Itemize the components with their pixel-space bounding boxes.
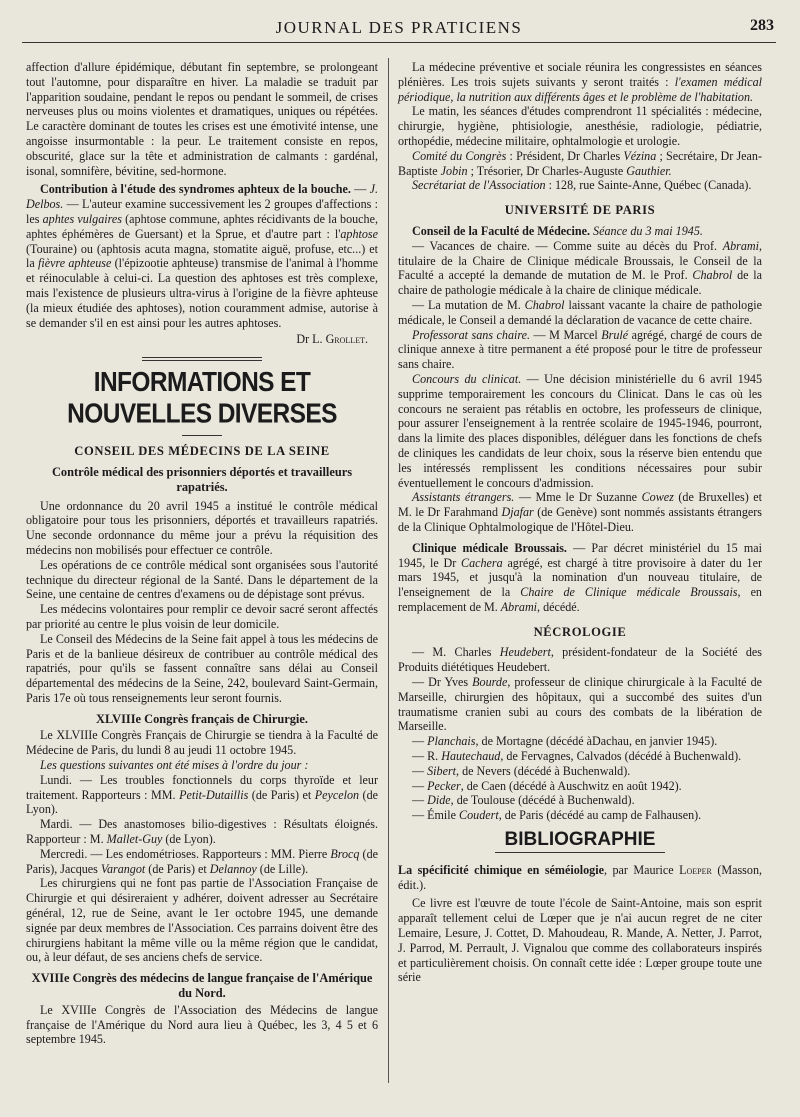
paragraph-continued: affection d'allure épidémique, débutant fin septembre, se prolongeant tout l'automne, pour disparaître en hiver. La maladie se traduit par l'apparition soudaine, pendant le repos ou pendant le sommeil, de crises nerveuses plus ou moins violentes et dramatiques, uniques ou répétées. Le caractère dominant de toutes les crises est une émotivité intense, une angoisse insurmontable : la peur. Le traitement consiste en repos, obscurité, glace sur la tête et administration de calmants : gardénal, isonal, somnifère, bévitine, sed-hormone. [26, 60, 378, 178]
controle-p1: Une ordonnance du 20 avril 1945 a institué le contrôle médical obligatoire pour tous les prisonniers, déportés et travailleurs rapatriés. Une seconde ordonnance du même jour a prévu la réquisition des médecins non mobilisés pour effectuer ce contrôle. [26, 498, 378, 557]
bibliographie-heading: BIBLIOGRAPHIE [504, 829, 656, 851]
left-column [26, 60, 378, 1047]
faculte-p1: — Vacances de chaire. — Comme suite au décès du Prof. Abrami, titulaire de la Chaire de Clinique médicale Broussais, le Conseil de la Faculté a accepté la demande de mutation de M. le Prof. Chabrol de la chaire de pathologie médicale à la chaire de clinique médicale. [398, 238, 762, 298]
chir-p-last: Les chirurgiens qui ne font pas partie de l'Association Française de Chirurgie et qui désireraient y adhérer, doivent adresser au Secrétaire général, 12, rue de Seine, avant le 1er octobre 1945, une demande signée par deux membres de l'Association. Ces parrains doivent être des chirurgiens habitant la même ville ou la même région que le candidat, ou, à leur défaut, de ses anciens chefs de service. [26, 876, 378, 965]
faculte-title: Conseil de la Faculté de Médecine. Séance du 3 mai 1945. [412, 223, 703, 238]
necro-item: — Émile Coudert, de Paris (décédé au camp de Falhausen). [412, 808, 702, 823]
article-title: Contribution à l'étude des syndromes aphteux de la bouche. [40, 182, 351, 197]
page-header [22, 14, 776, 43]
controle-p3: Les médecins volontaires pour remplir ce devoir sacré seront affectés par priorité au centre le plus voisin de leur domicile. [26, 602, 378, 631]
conseil-heading: CONSEIL DES MÉDECINS DE LA SEINE [74, 444, 330, 459]
concours-clinicat: Concours du clinicat. — Une décision ministérielle du 6 avril 1945 supprime temporairement les concours du Clinicat. Dans le cas où les concours ne seraient pas rétablis en octobre, les professeurs de clinique, pour assurer l'enseignement à la rentrée scolaire de 1945-1946, pourront, dans la limite des places disponibles, déléguer dans les fonctions de chefs de cliniques les candidats de leur choix, sous la réserve bien entendu que les intéressés remplissent les conditions nécessaires pour subir éventuellement le concours d'admission. [398, 371, 762, 490]
section-main-heading: INFORMATIONS ET NOUVELLES DIVERSES [67, 367, 337, 430]
article-author: J. Delbos. [26, 182, 379, 212]
right-column [398, 60, 762, 985]
necro-item: — Sibert, de Nevers (décédé à Buchenwald). [412, 763, 631, 778]
necro-item: — Dide, de Toulouse (décédé à Buchenwald). [412, 793, 635, 808]
article-aphteux: Contribution à l'étude des syndromes aphteux de la bouche. — J. Delbos. — L'auteur examine successivement les 2 groupes d'affections : les aphtes vulgaires (aphtose commune, aphtes récidivants de la bouche, aphtes éphémères de Guersant) et la Sprue, et d'autre part : l'aphtose (Touraine) ou (aphtosis acuta magna, stomatite aiguë, profuse, etc...) et la fièvre aphteuse (l'épizootie aphteuse) transmise de l'animal à l'homme et réinoculable à celui-ci. La question des aphtoses est très complexe, mais l'existence de plusieurs ultra-virus à l'origine de la fièvre aphteuse (la mieux étudiée des aphtoses), notion couramment admise, autorise à se demander s'il en est ainsi pour les autres aphtoses. [26, 182, 379, 330]
chir-mardi: Mardi. — Des anastomoses bilio-digestives : Résultats éloignés. Rapporteur : M. Mallet-Guy (de Lyon). [26, 817, 378, 847]
signature: Dr L. Grollet. [296, 332, 368, 347]
journal-title: JOURNAL DES PRATICIENS [275, 18, 523, 37]
amer-p1: Le XVIIIe Congrès de l'Association des Médecins de langue française de l'Amérique du Nord aura lieu à Québec, les 3, 4 5 et 6 septembre 1945. [26, 1002, 378, 1047]
necro-item: — Dr Yves Bourde, professeur de clinique chirurgicale à la Faculté de Marseille, chirurgien des hôpitaux, qui a succombé des suites d'un traumatisme cranien subi au cours des combats de la libération de Marseille. [398, 675, 762, 734]
faculte-p2: — La mutation de M. Chabrol laissant vacante la chaire de pathologie médicale, le Conseil a demandé la déclaration de vacance de cette chaire. [398, 297, 762, 327]
clinique-broussais: Clinique médicale Broussais. — Par décret ministériel du 15 mai 1945, le Dr Cachera agrégé, est chargé à titre provisoire à dater du 1er mars 1945, et jusqu'à la nomination d'un nouveau titulaire, de l'enseignement de la Chaire de Clinique médicale Broussais, en remplacement de M. Abrami, décédé. [398, 540, 762, 614]
congres-p1: La médecine préventive et sociale réunira les congressistes en séances plénières. Les trois sujets suivants y seront traités : l'examen médical périodique, la nutrition aux différents âges et le problème de l'habitation. [398, 60, 762, 104]
controle-heading: Contrôle médical des prisonniers déportés et travailleurs rapatriés. [51, 464, 353, 494]
book-entry: La spécificité chimique en séméiologie, par Maurice Loeper (Masson, édit.). [398, 862, 763, 892]
chir-lundi: Lundi. — Les troubles fonctionnels du corps thyroïde et leur traitement. Rapporteurs : MM. Petit-Dutaillis (de Paris) et Peycelon (de Lyon). [26, 772, 378, 817]
chir-mercredi: Mercredi. — Les endométrioses. Rapporteurs : MM. Pierre Brocq (de Paris), Jacques Varangot (de Paris) et Delannoy (de Lille). [26, 846, 378, 876]
necro-item: — M. Charles Heudebert, président-fondateur de la Société des Produits diététiques Heudebert. [398, 645, 762, 675]
amerique-heading: XVIIIe Congrès des médecins de langue française de l'Amérique du Nord. [31, 971, 373, 1001]
assistants-etrangers: Assistants étrangers. — Mme le Dr Suzanne Cowez (de Bruxelles) et M. le Dr Farahmand Djafar (de Genève) sont nommés assistants étrangers de la Clinique Ophtalmologique de l'Hôtel-Dieu. [398, 490, 762, 534]
chir-questions: Les questions suivantes ont été mises à l'ordre du jour : [40, 758, 309, 773]
column-separator [388, 58, 389, 1083]
book-review: Ce livre est l'œuvre de toute l'école de Saint-Antoine, mais son esprit apparaît tellement celui de Lœper que je n'ai aucun regret de ne citer Lemaire, Lesure, J. Cottet, D. Mahoudeau, R. Mande, A. Netter, J. Parrot, J. Parrod, M. Perrault, J. Vignalou que comme des collaborateurs inspirés et particulièrement choisis. On connaît cette idée : Lœper groupe toute une série [398, 896, 762, 985]
controle-p4: Le Conseil des Médecins de la Seine fait appel à tous les médecins de Paris et de la banlieue désireux de contribuer au contrôle médical des rapatriés, pour qu'ils se fassent connaître sans délai au Conseil départemental des médecins de la Seine, 242, boulevard Saint-Germain, Paris 17e où tous renseignements leur seront fournis. [26, 631, 378, 705]
chir-p1: Le XLVIIIe Congrès Français de Chirurgie se tiendra à la Faculté de Médecine de Paris, du lundi 8 au jeudi 11 octobre 1945. [26, 728, 378, 758]
universite-heading: UNIVERSITÉ DE PARIS [504, 203, 656, 218]
bibliographie-rule [495, 852, 665, 853]
necro-item: — Pecker, de Caen (décédé à Auschwitz en août 1942). [412, 778, 682, 793]
congres-comite: Comité du Congrès : Président, Dr Charles Vézina ; Secrétaire, Dr Jean-Baptiste Jobin ; Trésorier, Dr Charles-Auguste Gauthier. [398, 148, 762, 178]
necrologie-heading: NÉCROLOGIE [533, 624, 627, 639]
necro-item: — Planchais, de Mortagne (décédé àDachau, en janvier 1945). [412, 734, 718, 749]
professorat: Professorat sans chaire. — M Marcel Brulé agrégé, chargé de cours de clinique annexe à titre permanent a été proposé pour le titre de professeur sans chaire. [398, 327, 762, 372]
page-number: 283 [750, 17, 774, 34]
book-title: La spécificité chimique en séméiologie [398, 862, 604, 877]
controle-p2: Les opérations de ce contrôle médical sont organisées sous l'autorité technique du directeur régional de la Santé. Dans le département de la Seine, une centaine de centres d'examens ou de dépistage sont prévus. [26, 557, 378, 602]
heading-rule [182, 435, 222, 436]
congres-p2: Le matin, les séances d'études comprendront 11 spécialités : médecine, chirurgie, hygiène, phtisiologie, anesthésie, radiologie, pédiatrie, orthopédie, médecine militaire, ophtalmologie et urologie. [398, 104, 762, 148]
chirurgie-heading: XLVIIIe Congrès français de Chirurgie. [96, 711, 308, 726]
double-rule [142, 357, 262, 361]
congres-secretariat: Secrétariat de l'Association : 128, rue Sainte-Anne, Québec (Canada). [412, 178, 752, 193]
necro-item: — R. Hautechaud, de Fervagnes, Calvados (décédé à Buchenwald). [412, 749, 742, 764]
